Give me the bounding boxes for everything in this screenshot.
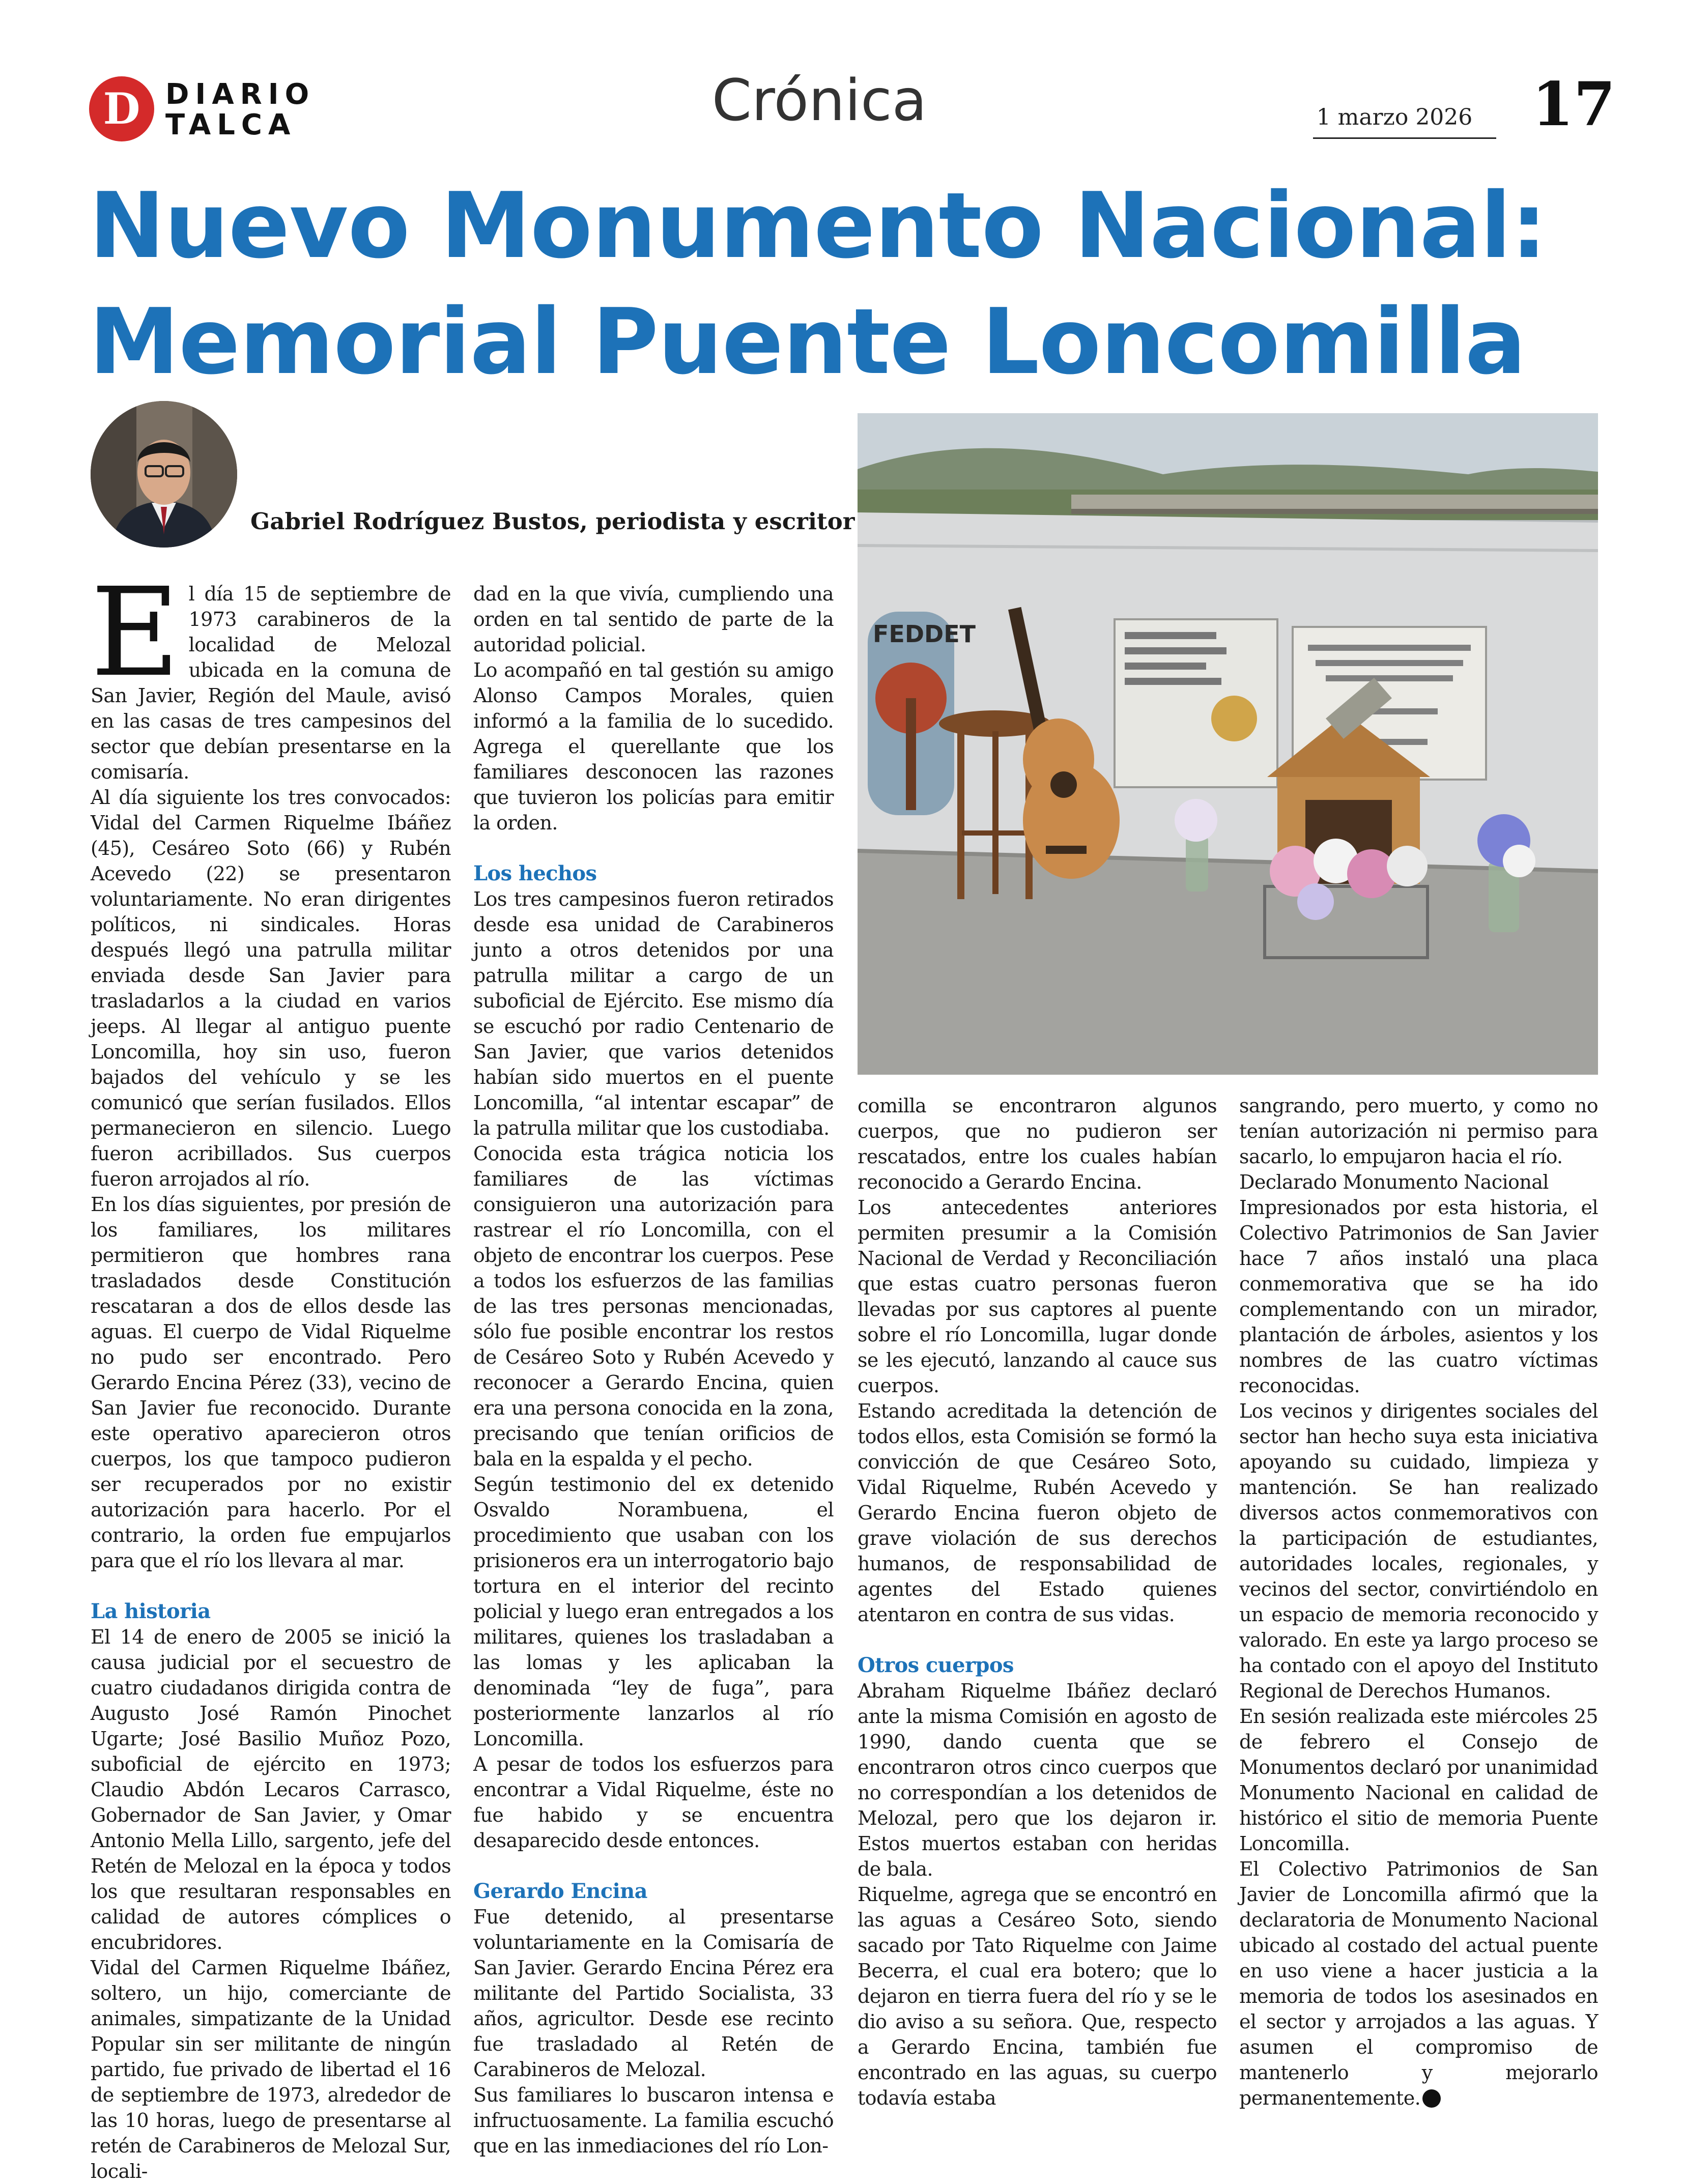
article-column-2: [473, 581, 834, 2159]
paragraph: Fue detenido, al presentarse voluntariamente en la Comisaría de San Javier. Gerardo Encina Pérez era militante del Partido Socialista, 33 años, agricultor. Desde ese recinto fue trasladado al Retén de Carabineros de Melozal.: [473, 1906, 834, 2081]
paragraph: Los antecedentes anteriores permiten presumir a la Comisión Nacional de Verdad y Reconciliación que estas cuatro personas fueron llevadas por sus captores al puente sobre el río Loncomilla, lugar donde se les ejecutó, lanzando al cauce sus cuerpos.: [858, 1196, 1217, 1397]
paragraph: comilla se encontraron algunos cuerpos, que no pudieron ser rescatados, entre los cuales habían reconocido a Gerardo Encina.: [858, 1095, 1217, 1193]
paragraph: A pesar de todos los esfuerzos para encontrar a Vidal Riquelme, éste no fue habido y se encuentra desaparecido desde entonces.: [473, 1753, 834, 1852]
end-of-article-icon: [1422, 2089, 1441, 2108]
paragraph: Sus familiares lo buscaron intensa e infructuosamente. La familia escuchó que en las inmediaciones del río Lon-: [473, 2084, 834, 2157]
drop-cap: E: [91, 561, 180, 704]
paragraph: l día 15 de septiembre de 1973 carabineros de la localidad de Melozal ubicada en la comuna de San Javier, Región del Maule, avisó en las casas de tres campesinos del sector que debían presentarse en la comisaría.: [91, 583, 451, 783]
memorial-photo: [858, 413, 1598, 1075]
author-byline: Gabriel Rodríguez Bustos, periodista y escritor: [250, 508, 855, 535]
date-underline: [1313, 137, 1496, 139]
paragraph: sangrando, pero muerto, y como no tenían autorización ni permiso para sacarlo, lo empujaron hacia el río.: [1239, 1095, 1598, 1168]
issue-date: 1 marzo 2026: [1316, 104, 1473, 130]
logo-text-diario: DIARIO: [165, 78, 316, 111]
subheading-la-historia: La historia: [91, 1599, 211, 1623]
memorial-scene-image: [858, 413, 1598, 1075]
wall-mural-text: FEDDET: [873, 620, 976, 648]
paragraph: El 14 de enero de 2005 se inició la causa judicial por el secuestro de cuatro ciudadanos dirigida contra de Augusto José Ramón Pinochet Ugarte; José Basilio Muñoz Pozo, suboficial de ejército en 1973; Claudio Abdón Lecaros Carrasco, Gobernador de San Javier, y Omar Antonio Mella Lillo, sargento, jefe del Retén de Melozal en la época y todos los que resultaran responsables en calidad de autores cómplices o encubridores.: [91, 1626, 451, 1953]
subheading-los-hechos: Los hechos: [473, 861, 597, 885]
author-portrait-icon: [91, 401, 237, 548]
logo-mark-glyph: D: [103, 83, 140, 134]
paragraph: En los días siguientes, por presión de los familiares, los militares permitieron que hombres rana trasladados desde Constitución rescataran a dos de ellos desde las aguas. El cuerpo de Vidal Riquelme no pudo ser encontrado. Pero Gerardo Encina Pérez (33), vecino de San Javier fue reconocido. Durante este operativo aparecieron otros cuerpos, los que tampoco pudieron ser recuperados por no existir autorización para hacerlo. Por el contrario, la orden fue empujarlos para que el río los llevara al mar.: [91, 1193, 451, 1572]
article-column-3: [858, 1093, 1217, 2111]
paragraph: Conocida esta trágica noticia los familiares de las víctimas consiguieron una autorización para rastrear el río Loncomilla, con el objeto de encontrar los cuerpos. Pese a todos los esfuerzos de las familias de las tres personas mencionadas, sólo fue posible encontrar los restos de Cesáreo Soto y Rubén Acevedo y reconocer a Gerardo Encina, quien era una persona conocida en la zona, precisando que tenían orificios de bala en la espalda y el pecho.: [473, 1142, 834, 1470]
paragraph: Estando acreditada la detención de todos ellos, esta Comisión se formó la convicción de que Cesáreo Soto, Vidal Riquelme, Rubén Acevedo y Gerardo Encina fueron objeto de grave violación de sus derechos humanos, de responsabilidad de agentes del Estado quienes atentaron en contra de sus vidas.: [858, 1400, 1217, 1626]
paragraph: Lo acompañó en tal gestión su amigo Alonso Campos Morales, quien informó a la familia de lo sucedido. Agrega el querellante que los familiares desconocen las razones que tuvieron los policías para emitir la orden.: [473, 659, 834, 834]
subheading-otros-cuerpos: Otros cuerpos: [858, 1653, 1014, 1677]
paragraph: Declarado Monumento Nacional: [1239, 1171, 1549, 1193]
page-number: 17: [1532, 69, 1616, 139]
paragraph: Los tres campesinos fueron retirados desde esa unidad de Carabineros junto a otros detenidos por una patrulla militar a cargo de un suboficial de Ejército. Ese mismo día se escuchó por radio Centenario de San Javier, que varios detenidos habían sido muertos en el puente Loncomilla, “al intentar escapar” de la patrulla militar que los custodiaba.: [473, 888, 834, 1139]
article-column-4: [1239, 1093, 1598, 2111]
headline-line-1: Nuevo Monumento Nacional:: [89, 173, 1547, 278]
diario-talca-logo: [89, 76, 316, 142]
subheading-gerardo-encina: Gerardo Encina: [473, 1879, 647, 1903]
logo-text-talca: TALCA: [165, 108, 297, 141]
paragraph: Riquelme, agrega que se encontró en las aguas a Cesáreo Soto, siendo sacado por Tato Riquelme con Jaime Becerra, el cual era botero; que lo dejaron en tierra fuera del río y se le dio aviso a su señora. Que, respecto a Gerardo Encina, también fue encontrado en las aguas, su cuerpo todavía estaba: [858, 1883, 1217, 2109]
paragraph: Según testimonio del ex detenido Osvaldo Norambuena, el procedimiento que usaban con los prisioneros era un interrogatorio bajo tortura en el interior del recinto policial y luego eran entregados a los militares, quienes los trasladaban a las lomas y les aplicaban la denominada “ley de fuga”, para posteriormente lanzarlos al río Loncomilla.: [473, 1473, 834, 1750]
paragraph: Vidal del Carmen Riquelme Ibáñez, soltero, un hijo, comerciante de animales, simpatizante de la Unidad Popular sin ser militante de ningún partido, fue privado de libertad el 16 de septiembre de 1973, alrededor de las 10 horas, luego de presentarse al retén de Carabineros de Melozal Sur, locali-: [91, 1957, 451, 2182]
headline: [89, 168, 1595, 400]
paragraph: En sesión realizada este miércoles 25 de febrero el Consejo de Monumentos declaró por unanimidad Monumento Nacional en calidad de histórico el sitio de memoria Puente Loncomilla.: [1239, 1705, 1598, 1855]
paragraph: Los vecinos y dirigentes sociales del sector han hecho suya esta iniciativa apoyando su cuidado, limpieza y mantención. Se han realizado diversos actos conmemorativos con la participación de estudiantes, autoridades locales, regionales, y vecinos del sector, convirtiéndolo en un espacio de memoria reconocido y valorado. En este ya largo proceso se ha contado con el apoyo del Instituto Regional de Derechos Humanos.: [1239, 1400, 1598, 1702]
headline-line-2: Memorial Puente Loncomilla: [89, 289, 1526, 394]
paragraph: Abraham Riquelme Ibáñez declaró ante la misma Comisión en agosto de 1990, dando cuenta que se encontraron otros cinco cuerpos que no correspondían a los detenidos de Melozal, pero que los dejaron ir. Estos muertos estaban con heridas de bala.: [858, 1680, 1217, 1880]
paragraph: Al día siguiente los tres convocados: Vidal del Carmen Riquelme Ibáñez (45), Cesáreo Soto (66) y Rubén Acevedo (22) se presentaron voluntariamente. No eran dirigentes políticos, ni sindicales. Horas después llegó una patrulla militar enviada desde San Javier para trasladarlos a la ciudad en varios jeeps. Al llegar al antiguo puente Loncomilla, hoy sin uso, fueron bajados del vehículo y se les comunicó que serían fusilados. Ellos permanecieron en silencio. Luego fueron acribillados. Sus cuerpos fueron arrojados al río.: [91, 786, 451, 1190]
paragraph: dad en la que vivía, cumpliendo una orden en tal sentido de parte de la autoridad policial.: [473, 583, 834, 656]
paragraph: Impresionados por esta historia, el Colectivo Patrimonios de San Javier hace 7 años instaló una placa conmemorativa que se ha ido complementando con un mirador, plantación de árboles, asientos y los nombres de las cuatro víctimas reconocidas.: [1239, 1196, 1598, 1397]
article-column-1: [91, 561, 451, 2184]
author-avatar: [91, 401, 237, 548]
section-title: Crónica: [711, 68, 927, 134]
paragraph: El Colectivo Patrimonios de San Javier de Loncomilla afirmó que la declaratoria de Monumento Nacional ubicado al costado del actual puente en uso viene a hacer justicia a la memoria de todos los asesinados en el sector y arrojados a las aguas. Y asumen el compromiso de mantenerlo y mejorarlo permanentemente.: [1239, 1858, 1598, 2109]
